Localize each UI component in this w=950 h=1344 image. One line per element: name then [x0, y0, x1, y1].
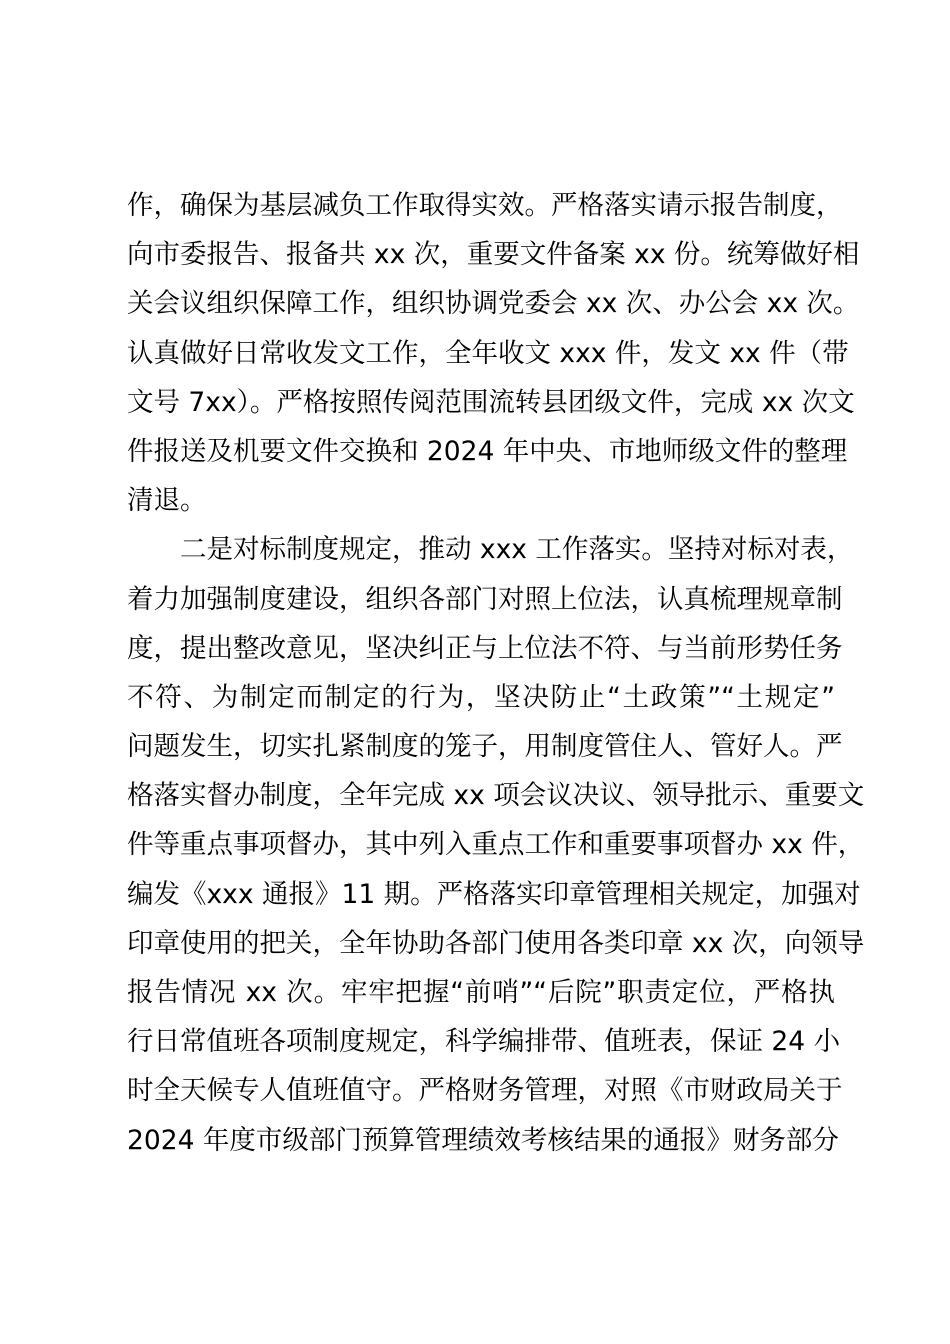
text-line: 件报送及机要文件交换和 2024 年中央、市地师级文件的整理: [127, 435, 848, 467]
text-line: 编发《xxx 通报》11 期。严格落实印章管理相关规定，加强对: [127, 878, 861, 910]
body-text: [127, 181, 865, 1214]
text-line: 关会议组织保障工作，组织协调党委会 xx 次、办公会 xx 次。: [127, 288, 860, 320]
text-line: 行日常值班各项制度规定，科学编排带、值班表，保证 24 小: [127, 1026, 841, 1058]
paragraph-1: [127, 181, 860, 525]
text-line: 印章使用的把关，全年协助各部门使用各类印章 xx 次，向领导: [127, 927, 865, 959]
text-line: [127, 1165, 835, 1214]
text-line: 件等重点事项督办，其中列入重点工作和重要事项督办 xx 件，: [127, 829, 865, 861]
text-line: 作，确保为基层减负工作取得实效。严格落实请示报告制度，: [127, 190, 843, 221]
text-line: 着力加强制度建设，组织各部门对照上位法，认真梳理规章制: [127, 583, 843, 615]
text-line: 问题发生，切实扎紧制度的笼子，用制度管住人、管好人。严: [127, 731, 843, 763]
text-line: 二是对标制度规定，推动 xxx 工作落实。坚持对标对表，: [180, 534, 854, 566]
text-line: 清退。: [127, 485, 207, 517]
text-line: 报告情况 xx 次。牢牢把握“前哨”“后院”职责定位，严格执: [127, 977, 835, 1008]
text-line: 2024 年度市级部门预算管理绩效考核结果的通报》财务部分: [127, 1124, 839, 1156]
text-line: 向市委报告、报备共 xx 次，重要文件备案 xx 份。统筹做好相: [127, 239, 860, 271]
text-line: 度，提出整改意见，坚决纠正与上位法不符、与当前形势任务: [127, 632, 843, 664]
text-line: 不符、为制定而制定的行为，坚决防止“土政策”“土规定”: [127, 681, 835, 713]
text-line: 认真做好日常收发文工作，全年收文 xxx 件，发文 xx 件（带: [127, 337, 849, 369]
text-line: 时全天候专人值班值守。严格财务管理，对照《市财政局关于: [127, 1075, 843, 1107]
paragraph-2: [127, 525, 865, 1214]
text-line: 文号 7xx）。严格按照传阅范围流转县团级文件，完成 xx 次文: [127, 386, 855, 418]
text-line: 格落实督办制度，全年完成 xx 项会议决议、领导批示、重要文: [127, 780, 865, 812]
